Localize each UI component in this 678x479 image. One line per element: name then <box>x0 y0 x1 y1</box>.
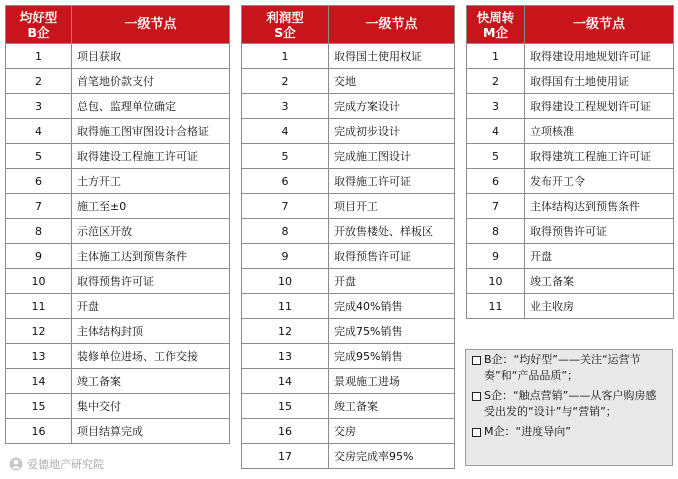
row-number: 4 <box>242 119 329 144</box>
watermark-text: 爱德地产研究院 <box>27 458 104 471</box>
row-number: 10 <box>6 269 72 294</box>
type-header-line1: 均好型 B企 <box>19 9 58 40</box>
node-name: 开盘 <box>329 269 455 294</box>
row-number: 9 <box>467 244 525 269</box>
row-number: 8 <box>467 219 525 244</box>
row-number: 16 <box>6 419 72 444</box>
b-enterprise-table <box>5 5 230 444</box>
table-row <box>467 269 674 294</box>
table-row <box>6 244 230 269</box>
row-number: 13 <box>6 344 72 369</box>
table-row <box>6 344 230 369</box>
node-name: 开放售楼处、样板区 <box>329 219 455 244</box>
node-name: 完成75%销售 <box>329 319 455 344</box>
table-row <box>242 369 455 394</box>
table-row <box>6 294 230 319</box>
square-bullet-icon <box>472 356 481 365</box>
node-name: 总包、监理单位确定 <box>72 94 230 119</box>
node-name: 交房 <box>329 419 455 444</box>
row-number: 10 <box>242 269 329 294</box>
type-header <box>467 6 525 44</box>
square-bullet-icon <box>472 392 481 401</box>
node-name: 完成方案设计 <box>329 94 455 119</box>
table-row <box>6 194 230 219</box>
node-name: 取得建筑工程施工许可证 <box>525 144 674 169</box>
table-row <box>242 319 455 344</box>
row-number: 7 <box>6 194 72 219</box>
table-row <box>242 419 455 444</box>
node-name: 主体结构达到预售条件 <box>525 194 674 219</box>
row-number: 11 <box>6 294 72 319</box>
table-row <box>6 169 230 194</box>
m-enterprise-table <box>466 5 674 319</box>
table-row <box>242 44 455 69</box>
table-row <box>242 269 455 294</box>
table-row <box>242 219 455 244</box>
table-row <box>467 169 674 194</box>
row-number: 8 <box>242 219 329 244</box>
node-header: 一级节点 <box>72 6 230 44</box>
table-row <box>242 119 455 144</box>
node-name: 取得建设工程施工许可证 <box>72 144 230 169</box>
node-name: 开盘 <box>525 244 674 269</box>
table-row <box>242 144 455 169</box>
node-name: 竣工备案 <box>72 369 230 394</box>
table-row <box>6 269 230 294</box>
node-name: 施工至±0 <box>72 194 230 219</box>
row-number: 5 <box>467 144 525 169</box>
table-row <box>242 344 455 369</box>
note-item <box>472 424 667 440</box>
table-row <box>242 294 455 319</box>
type-header <box>242 6 329 44</box>
row-number: 1 <box>6 44 72 69</box>
row-number: 16 <box>242 419 329 444</box>
type-header-line1: 快周转 M企 <box>476 9 515 40</box>
note-item <box>472 388 667 420</box>
person-logo-icon <box>9 457 23 471</box>
row-number: 9 <box>6 244 72 269</box>
table-row <box>6 44 230 69</box>
note-text: B企：“均好型”——关注“运营节奏”和“产品品质”； <box>484 353 641 382</box>
table-row <box>467 219 674 244</box>
node-name: 取得施工许可证 <box>329 169 455 194</box>
node-name: 取得国有土地使用证 <box>525 69 674 94</box>
node-header: 一级节点 <box>525 6 674 44</box>
node-name: 交房完成率95% <box>329 444 455 469</box>
node-name: 竣工备案 <box>329 394 455 419</box>
table-row <box>6 69 230 94</box>
table-row <box>467 144 674 169</box>
row-number: 14 <box>242 369 329 394</box>
table-row <box>467 194 674 219</box>
table-row <box>467 44 674 69</box>
table-row <box>6 419 230 444</box>
table-row <box>6 144 230 169</box>
row-number: 11 <box>242 294 329 319</box>
node-name: 完成施工图设计 <box>329 144 455 169</box>
note-text: M企：“进度导向” <box>484 425 571 438</box>
node-name: 立项核准 <box>525 119 674 144</box>
table-row <box>6 219 230 244</box>
node-name: 取得建设工程规划许可证 <box>525 94 674 119</box>
node-name: 取得预售许可证 <box>525 219 674 244</box>
table-row <box>6 94 230 119</box>
node-name: 开盘 <box>72 294 230 319</box>
note-item <box>472 352 667 384</box>
row-number: 1 <box>467 44 525 69</box>
table-row <box>242 169 455 194</box>
node-name: 首笔地价款支付 <box>72 69 230 94</box>
row-number: 2 <box>467 69 525 94</box>
row-number: 11 <box>467 294 525 319</box>
node-name: 景观施工进场 <box>329 369 455 394</box>
node-header: 一级节点 <box>329 6 455 44</box>
row-number: 12 <box>242 319 329 344</box>
node-name: 集中交付 <box>72 394 230 419</box>
table-row <box>242 244 455 269</box>
node-name: 装修单位进场、工作交接 <box>72 344 230 369</box>
row-number: 5 <box>6 144 72 169</box>
table-row <box>6 319 230 344</box>
node-name: 取得预售许可证 <box>72 269 230 294</box>
row-number: 4 <box>6 119 72 144</box>
table-row <box>242 194 455 219</box>
row-number: 6 <box>242 169 329 194</box>
node-name: 项目结算完成 <box>72 419 230 444</box>
row-number: 12 <box>6 319 72 344</box>
table-row <box>242 444 455 469</box>
row-number: 6 <box>6 169 72 194</box>
row-number: 5 <box>242 144 329 169</box>
row-number: 17 <box>242 444 329 469</box>
row-number: 7 <box>467 194 525 219</box>
table-row <box>467 94 674 119</box>
row-number: 15 <box>242 394 329 419</box>
table-row <box>242 69 455 94</box>
node-name: 取得施工图审图设计合格证 <box>72 119 230 144</box>
node-name: 业主收房 <box>525 294 674 319</box>
table-row <box>467 294 674 319</box>
row-number: 10 <box>467 269 525 294</box>
note-text: S企：“触点营销”——从客户购房感受出发的“设计”与“营销”； <box>484 389 657 418</box>
row-number: 7 <box>242 194 329 219</box>
row-number: 3 <box>242 94 329 119</box>
table-row <box>242 94 455 119</box>
node-name: 竣工备案 <box>525 269 674 294</box>
node-name: 土方开工 <box>72 169 230 194</box>
node-name: 取得国土使用权证 <box>329 44 455 69</box>
node-name: 完成40%销售 <box>329 294 455 319</box>
row-number: 1 <box>242 44 329 69</box>
node-name: 取得建设用地规划许可证 <box>525 44 674 69</box>
row-number: 15 <box>6 394 72 419</box>
node-name: 项目开工 <box>329 194 455 219</box>
node-name: 发布开工令 <box>525 169 674 194</box>
notes-box <box>465 349 673 466</box>
row-number: 6 <box>467 169 525 194</box>
node-name: 交地 <box>329 69 455 94</box>
row-number: 3 <box>6 94 72 119</box>
table-row <box>6 119 230 144</box>
row-number: 8 <box>6 219 72 244</box>
node-name: 完成95%销售 <box>329 344 455 369</box>
node-name: 完成初步设计 <box>329 119 455 144</box>
row-number: 13 <box>242 344 329 369</box>
table-row <box>242 394 455 419</box>
row-number: 2 <box>242 69 329 94</box>
table-row <box>6 369 230 394</box>
node-name: 主体结构封顶 <box>72 319 230 344</box>
row-number: 2 <box>6 69 72 94</box>
row-number: 14 <box>6 369 72 394</box>
node-name: 取得预售许可证 <box>329 244 455 269</box>
table-row <box>467 119 674 144</box>
row-number: 9 <box>242 244 329 269</box>
table-row <box>467 244 674 269</box>
watermark <box>9 456 104 472</box>
node-name: 项目获取 <box>72 44 230 69</box>
node-name: 主体施工达到预售条件 <box>72 244 230 269</box>
s-enterprise-table <box>241 5 455 469</box>
table-row <box>6 394 230 419</box>
type-header <box>6 6 72 44</box>
square-bullet-icon <box>472 428 481 437</box>
table-row <box>467 69 674 94</box>
type-header-line1: 利润型 S企 <box>266 9 304 40</box>
node-name: 示范区开放 <box>72 219 230 244</box>
row-number: 4 <box>467 119 525 144</box>
row-number: 3 <box>467 94 525 119</box>
